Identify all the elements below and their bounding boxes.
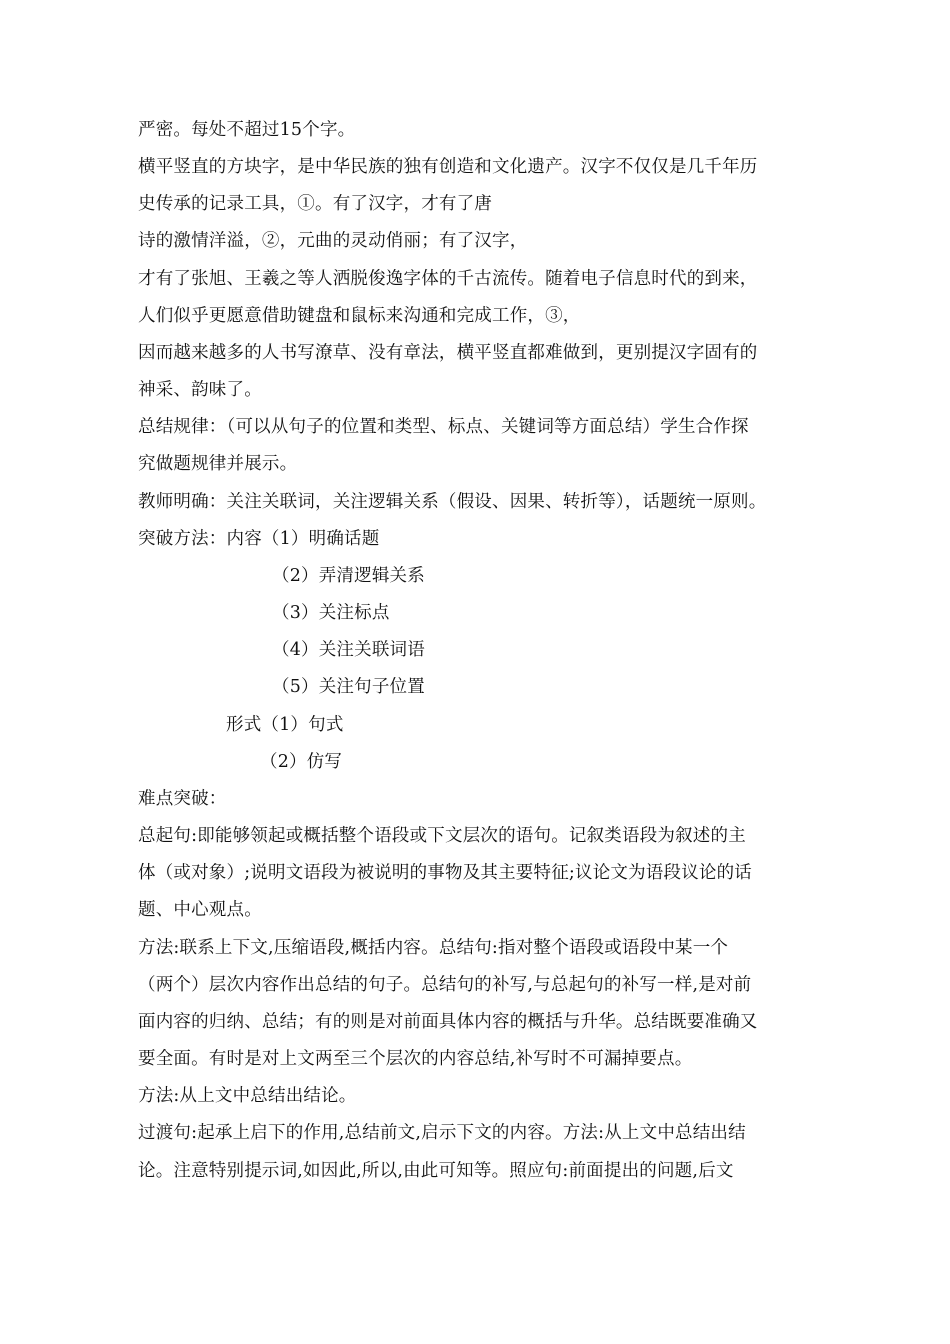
text-line: （两个）层次内容作出总结的句子。总结句的补写,与总起句的补写一样,是对前 xyxy=(138,975,752,995)
text-line: 史传承的记录工具，①。有了汉字，才有了唐 xyxy=(138,194,492,214)
text-line: 形式（1）句式 xyxy=(226,715,344,735)
text-line: 难点突破： xyxy=(138,789,227,809)
text-line: 方法:从上文中总结出结论。 xyxy=(138,1086,357,1106)
text-line: 突破方法：内容（1）明确话题 xyxy=(138,529,380,549)
text-line: 体（或对象）;说明文语段为被说明的事物及其主要特征;议论文为语段议论的话 xyxy=(138,863,752,883)
text-line: 方法:联系上下文,压缩语段,概括内容。总结句:指对整个语段或语段中某一个 xyxy=(138,938,729,958)
text-line: 过渡句:起承上启下的作用,总结前文,启示下文的内容。方法:从上文中总结出结 xyxy=(138,1123,746,1143)
text-line: 因而越来越多的人书写潦草、没有章法，横平竖直都难做到，更别提汉字固有的 xyxy=(138,343,758,363)
text-line: 题、中心观点。 xyxy=(138,900,262,920)
text-line: 面内容的归纳、总结；有的则是对前面具体内容的概括与升华。总结既要准确又 xyxy=(138,1012,758,1032)
text-line: 横平竖直的方块字，是中华民族的独有创造和文化遗产。汉字不仅仅是几千年历 xyxy=(138,157,758,177)
text-line: （5）关注句子位置 xyxy=(272,677,425,697)
text-line: 人们似乎更愿意借助键盘和鼠标来沟通和完成工作，③， xyxy=(138,306,581,326)
text-line: 究做题规律并展示。 xyxy=(138,454,298,474)
text-line: （2）弄清逻辑关系 xyxy=(272,566,425,586)
text-line: 要全面。有时是对上文两至三个层次的内容总结,补写时不可漏掉要点。 xyxy=(138,1049,693,1069)
text-line: （4）关注关联词语 xyxy=(272,640,425,660)
text-line: 教师明确：关注关联词，关注逻辑关系（假设、因果、转折等），话题统一原则。 xyxy=(138,492,767,512)
text-line: 论。注意特别提示词,如因此,所以,由此可知等。照应句:前面提出的问题,后文 xyxy=(138,1161,734,1181)
text-line: 严密。每处不超过15个字。 xyxy=(138,120,356,140)
text-line: 神采、韵味了。 xyxy=(138,380,262,400)
text-line: 才有了张旭、王羲之等人洒脱俊逸字体的千古流传。随着电子信息时代的到来， xyxy=(138,269,758,289)
text-line: （3）关注标点 xyxy=(272,603,390,623)
text-line: 诗的激情洋溢，②，元曲的灵动俏丽；有了汉字， xyxy=(138,231,528,251)
text-line: （2）仿写 xyxy=(260,752,343,772)
text-line: 总结规律：（可以从句子的位置和类型、标点、关键词等方面总结）学生合作探 xyxy=(138,417,749,437)
text-line: 总起句:即能够领起或概括整个语段或下文层次的语句。记叙类语段为叙述的主 xyxy=(138,826,746,846)
